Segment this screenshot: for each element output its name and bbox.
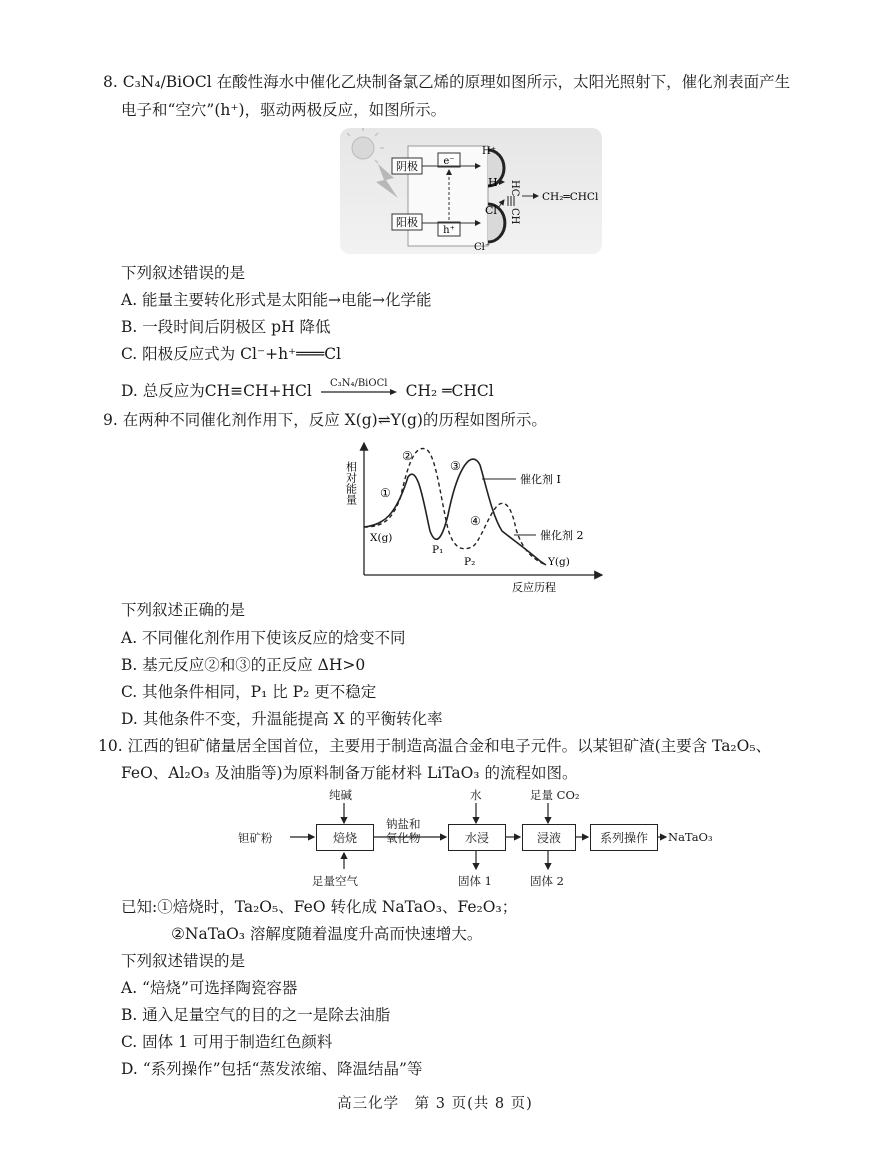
- x-axis-label: 反应历程: [512, 581, 556, 594]
- catalyst-1-label: 催化剂 I: [520, 473, 561, 486]
- q8-option-d[interactable]: [121, 378, 494, 401]
- q8-diagram-svg: [340, 128, 602, 254]
- air-label: 足量空气: [312, 874, 358, 888]
- y-g-label: Y(g): [548, 556, 570, 568]
- h-plus-label: H⁺: [482, 146, 496, 157]
- page-footer: 高三化学 第 3 页(共 8 页): [337, 1096, 533, 1112]
- q9-prompt: 下列叙述正确的是: [121, 601, 246, 619]
- q8-diagram: [340, 128, 602, 254]
- q10-flow-diagram: [238, 787, 718, 893]
- q8-option-d-prefix: D. 总反应为CH≡CH+HCl: [121, 382, 312, 400]
- product-label: NaTaO₃: [668, 830, 713, 844]
- q8-stem-line1: 8. C₃N₄/BiOCl 在酸性海水中催化乙炔制备氯乙烯的原理如图所示，太阳光照射下，催化剂表面产生: [103, 73, 791, 91]
- catalyst-arrow: [321, 378, 397, 396]
- solid-1-label: 固体 1: [458, 874, 492, 888]
- catalyst-1-curve: [364, 459, 546, 565]
- step-4-marker: ④: [470, 514, 481, 528]
- soda-label: 纯碱: [329, 788, 352, 802]
- q8-option-d-suffix: CH₂ ═CHCl: [405, 382, 494, 400]
- co2-label: 足量 CO₂: [530, 788, 580, 802]
- salt-oxide-label: [386, 817, 421, 845]
- q10-known-1: 已知:①焙烧时，Ta₂O₅、FeO 转化成 NaTaO₃、Fe₂O₃；: [121, 898, 518, 916]
- water-leach-box: 水浸: [448, 824, 506, 851]
- q10-known-2: ②NaTaO₃ 溶解度随着温度升高而快速增大。: [171, 925, 483, 943]
- roast-box: 焙烧: [316, 824, 374, 851]
- q9-option-a[interactable]: A. 不同催化剂作用下使该反应的焓变不同: [121, 629, 406, 647]
- catalyst-label: C₃N₄/BiOCl: [330, 378, 388, 389]
- q9-option-c[interactable]: C. 其他条件相同，P₁ 比 P₂ 更不稳定: [121, 683, 377, 701]
- cl-minus-label: Cl⁻: [474, 242, 491, 253]
- acetylene-bottom: CH: [509, 208, 520, 225]
- q10-option-a[interactable]: A. “焙烧”可选择陶瓷容器: [121, 979, 298, 997]
- cl-atom-label: Cl: [485, 204, 497, 217]
- catalyst-2-label: 催化剂 2: [540, 529, 584, 542]
- q8-option-c[interactable]: C. 阳极反应式为 Cl⁻+h⁺═══Cl: [121, 345, 342, 363]
- series-ops-box: 系列操作: [590, 824, 658, 851]
- q8-stem-line2: 电子和“空穴”(h⁺)，驱动两极反应，如图所示。: [121, 101, 447, 119]
- y-axis-label: 相对能量: [344, 461, 358, 505]
- hole-label: h⁺: [443, 225, 455, 236]
- step-1-marker: ①: [380, 486, 391, 500]
- solid-2-label: 固体 2: [530, 874, 564, 888]
- q10-option-b[interactable]: B. 通入足量空气的目的之一是除去油脂: [121, 1006, 391, 1024]
- q9-option-b[interactable]: B. 基元反应②和③的正反应 ΔH>0: [121, 656, 366, 674]
- step-2-marker: ②: [402, 449, 413, 463]
- sun-icon: [352, 137, 374, 159]
- q10-option-d[interactable]: D. “系列操作”包括“蒸发浓缩、降温结晶”等: [121, 1060, 423, 1078]
- ore-powder-label: 钽矿粉: [238, 831, 273, 845]
- energy-chart-svg: [340, 435, 630, 595]
- p2-label: P₂: [464, 556, 476, 568]
- q8-option-a[interactable]: A. 能量主要转化形式是太阳能→电能→化学能: [121, 291, 432, 309]
- h-atom-label: H: [488, 176, 498, 189]
- q9-option-d[interactable]: D. 其他条件不变，升温能提高 X 的平衡转化率: [121, 710, 443, 728]
- water-label: 水: [470, 788, 482, 802]
- p1-label: P₁: [432, 544, 444, 556]
- anode-label: 阳极: [396, 216, 418, 229]
- vinyl-chloride-label: CH₂═CHCl: [542, 191, 599, 203]
- cathode-label: 阴极: [396, 160, 418, 173]
- q10-prompt: 下列叙述错误的是: [121, 952, 246, 970]
- salt-label-line2: 氧化物: [386, 831, 421, 845]
- q10-stem-line2: FeO、Al₂O₃ 及油脂等)为原料制备万能材料 LiTaO₃ 的流程如图。: [121, 764, 578, 782]
- step-3-marker: ③: [450, 459, 461, 473]
- acetylene-top: HC: [509, 180, 520, 197]
- x-g-label: X(g): [370, 532, 393, 544]
- q9-energy-chart: [340, 435, 630, 595]
- q8-option-b[interactable]: B. 一段时间后阴极区 pH 降低: [121, 318, 331, 336]
- electron-label: e⁻: [443, 156, 455, 167]
- q10-stem-line1: 10. 江西的钽矿储量居全国首位，主要用于制造高温合金和电子元件。以某钽矿渣(主要含 Ta₂O₅、: [98, 737, 772, 755]
- leach-liquor-box: 浸液: [522, 824, 576, 851]
- salt-label-line1: 钠盐和: [386, 817, 421, 831]
- q10-option-c[interactable]: C. 固体 1 可用于制造红色颜料: [121, 1033, 333, 1051]
- q9-stem: 9. 在两种不同催化剂作用下，反应 X(g)⇌Y(g)的历程如图所示。: [103, 411, 547, 429]
- q8-prompt: 下列叙述错误的是: [121, 264, 246, 282]
